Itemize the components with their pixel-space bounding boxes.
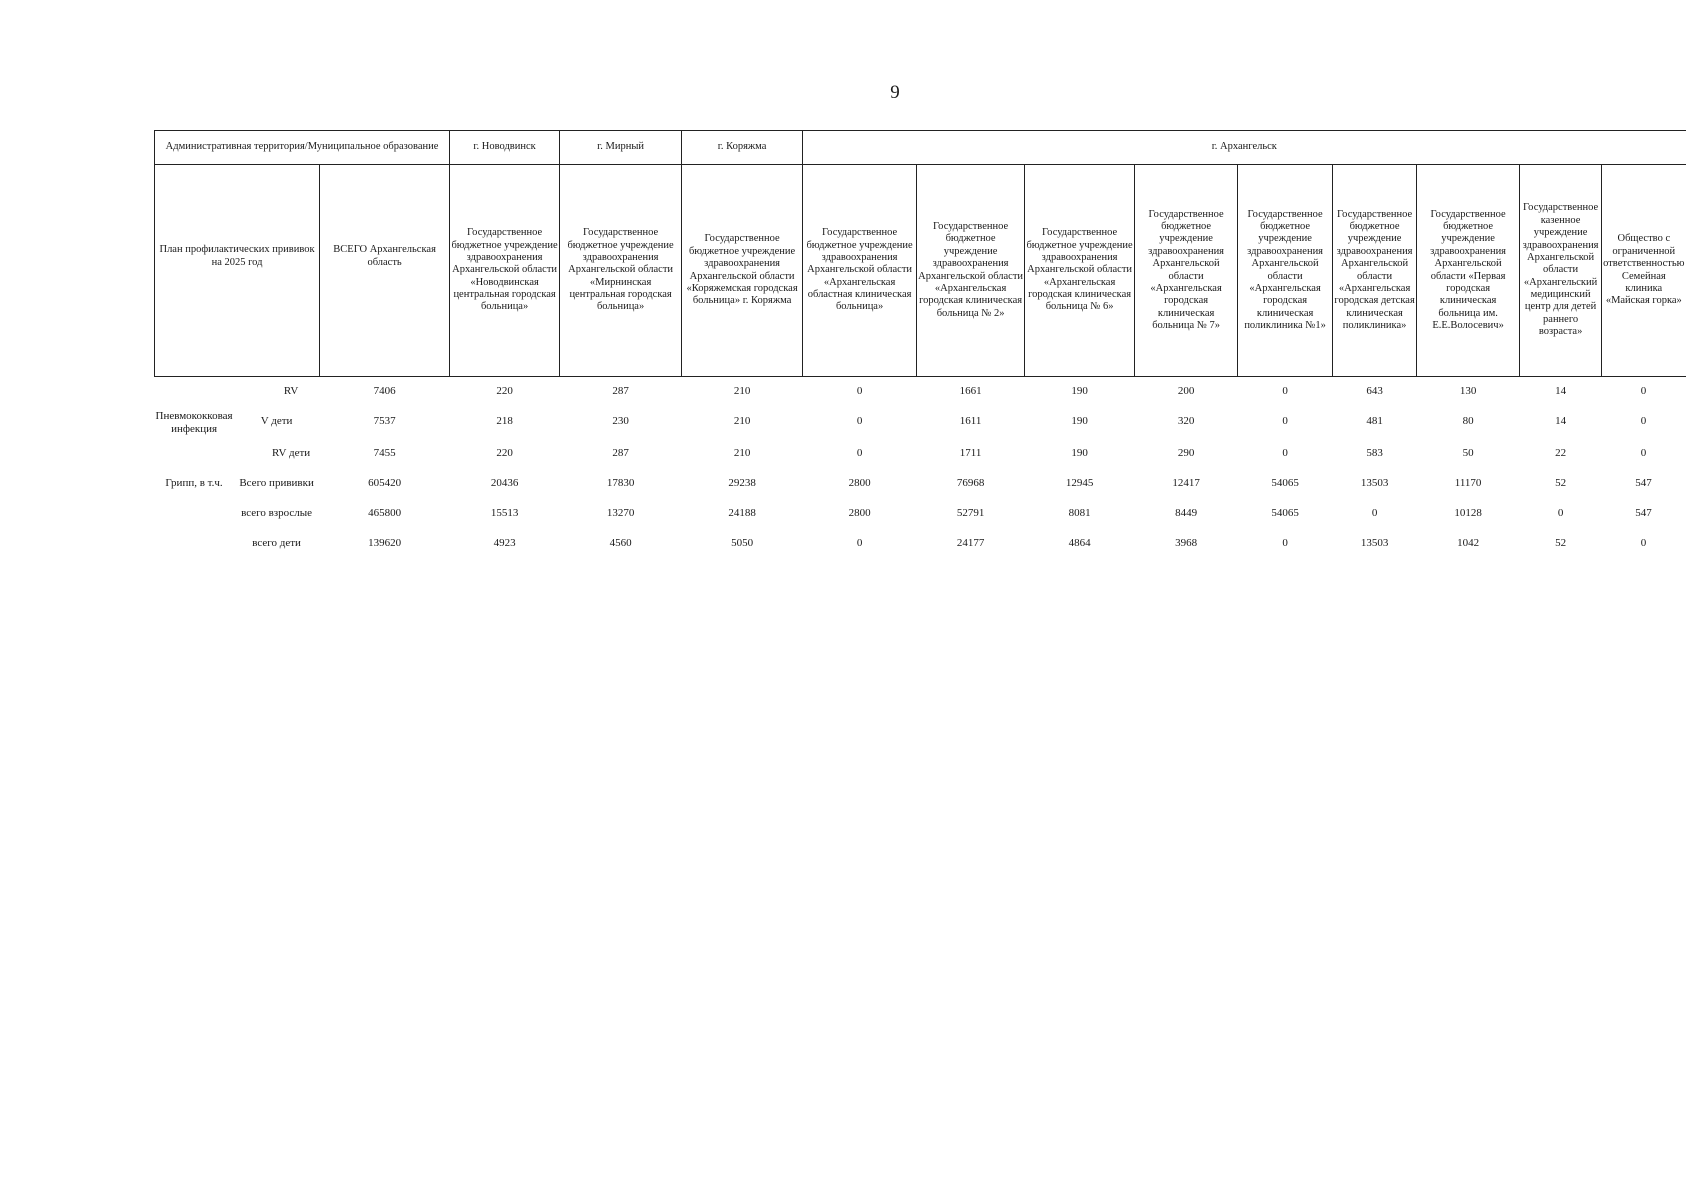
table-row (155, 377, 1686, 406)
group-label-pneumococcal: Пневмококковая инфекция (155, 410, 233, 435)
cell-value: 52 (1555, 476, 1567, 489)
institution-header: Государственное бюджетное учреждение здравоохранения Архангельской области «Первая городская клиническая больница им. Е.Е.Волосевич» (1417, 165, 1520, 377)
cell-value: 200 (1177, 384, 1195, 397)
institution-header: Государственное бюджетное учреждение здравоохранения Архангельской области «Новодвинская центральная городская больница» (450, 165, 560, 377)
group-label-spacer (155, 497, 234, 529)
cell-value: 13270 (606, 506, 635, 519)
cell-value: 218 (496, 414, 513, 427)
cell-value: 0 (1557, 506, 1564, 519)
cell-value: 80 (1462, 414, 1474, 427)
table-row (155, 405, 1686, 437)
row-label: RV (283, 384, 299, 397)
cell-value: 220 (496, 384, 513, 397)
row-label: всего взрослые (241, 506, 313, 519)
cell-value: 20436 (490, 476, 519, 489)
cell-value: 1611 (959, 414, 982, 427)
cell-value: 54065 (1271, 476, 1299, 489)
row-label: V дети (260, 414, 293, 427)
cell-value: 13503 (1360, 476, 1389, 489)
institution-header: Государственное бюджетное учреждение здравоохранения Архангельской области «Архангельская городская клиническая поликлиника №1» (1238, 165, 1333, 377)
cell-value: 3968 (1175, 536, 1198, 549)
cell-value: 13503 (1360, 536, 1389, 549)
table-row (155, 529, 1686, 557)
cell-value: 1661 (959, 384, 982, 397)
table-row (155, 497, 1686, 529)
cell-value: 320 (1177, 414, 1195, 427)
cell-value: 29238 (728, 476, 756, 489)
cell-value: 465800 (368, 506, 402, 519)
cell-value: 139620 (368, 536, 402, 549)
cell-value: 52 (1555, 536, 1567, 549)
cell-value: 643 (1366, 384, 1383, 397)
institution-header: Государственное бюджетное учреждение здравоохранения Архангельской области «Мирнинская центральная городская больница» (560, 165, 682, 377)
city-header-arkhangelsk: г. Архангельск (803, 131, 1686, 165)
group-label-influenza: Грипп, в т.ч. (165, 476, 223, 489)
cell-value: 8449 (1175, 506, 1198, 519)
cell-value: 10128 (1454, 506, 1482, 519)
cell-value: 0 (1282, 384, 1288, 397)
city-header-koryazhma: г. Коряжма (682, 131, 803, 165)
cell-value: 1042 (1457, 536, 1480, 549)
institution-header: Государственное бюджетное учреждение здравоохранения Архангельской области «Архангельская городская клиническая больница № 2» (917, 165, 1025, 377)
row-label: RV дети (272, 446, 311, 459)
cell-value: 15513 (490, 506, 519, 519)
cell-value: 0 (856, 384, 863, 397)
cell-value: 0 (1282, 536, 1288, 549)
cell-value: 190 (1071, 384, 1088, 397)
cell-value: 0 (1640, 384, 1647, 397)
cell-value: 290 (1177, 446, 1195, 459)
cell-value: 14 (1555, 384, 1567, 397)
cell-value: 2800 (848, 476, 871, 489)
cell-value: 0 (1371, 506, 1378, 519)
group-label-spacer (155, 529, 234, 557)
cell-value: 8081 (1068, 506, 1091, 519)
admin-territory-header: Административная территория/Муниципальное образование (155, 131, 450, 165)
vaccination-plan-table (154, 130, 1686, 557)
cell-value: 0 (1640, 446, 1647, 459)
cell-value: 547 (1635, 476, 1652, 489)
cell-value: 0 (856, 536, 863, 549)
cell-value: 220 (496, 446, 513, 459)
cell-value: 22 (1555, 446, 1567, 459)
cell-value: 14 (1555, 414, 1567, 427)
cell-value: 547 (1635, 506, 1652, 519)
cell-value: 4923 (493, 536, 516, 549)
cell-value: 24177 (956, 536, 985, 549)
cell-value: 2800 (848, 506, 871, 519)
cell-value: 481 (1366, 414, 1383, 427)
cell-value: 0 (1640, 414, 1647, 427)
cell-value: 24188 (728, 506, 756, 519)
table-row (155, 437, 1686, 469)
institution-header: Общество с ограниченной ответственностью Семейная клиника «Майская горка» (1602, 165, 1686, 377)
city-header-mirny: г. Мирный (560, 131, 682, 165)
cell-value: 7406 (373, 384, 396, 397)
row-label: Всего прививки (239, 476, 314, 489)
institution-header: Государственное бюджетное учреждение здравоохранения Архангельской области «Архангельская городская клиническая больница № 7» (1135, 165, 1238, 377)
cell-value: 50 (1462, 446, 1474, 459)
cell-value: 583 (1366, 446, 1383, 459)
cell-value: 11170 (1454, 476, 1482, 489)
institution-header: Государственное бюджетное учреждение здравоохранения Архангельской области «Архангельская областная клиническая больница» (803, 165, 917, 377)
cell-value: 210 (733, 384, 751, 397)
header-row-cities (155, 131, 1686, 165)
cell-value: 190 (1071, 446, 1088, 459)
cell-value: 230 (612, 414, 629, 427)
cell-value: 0 (856, 446, 863, 459)
cell-value: 12945 (1065, 476, 1094, 489)
cell-value: 130 (1459, 384, 1477, 397)
cell-value: 76968 (956, 476, 985, 489)
city-header-novodvinsk: г. Новодвинск (450, 131, 560, 165)
institution-header: Государственное бюджетное учреждение здравоохранения Архангельской области «Архангельская городская клиническая больница № 6» (1025, 165, 1135, 377)
cell-value: 7455 (373, 446, 396, 459)
total-header: ВСЕГО Архангельская область (320, 165, 450, 377)
cell-value: 0 (1282, 414, 1288, 427)
cell-value: 4560 (609, 536, 632, 549)
plan-header: План профилактических прививок на 2025 год (155, 165, 320, 377)
row-label: всего дети (252, 536, 301, 549)
institution-header: Государственное бюджетное учреждение здравоохранения Архангельской области «Коряжемская городская больница» г. Коряжма (682, 165, 803, 377)
institution-header: Государственное бюджетное учреждение здравоохранения Архангельской области «Архангельская городская детская клиническая поликлиника» (1333, 165, 1417, 377)
cell-value: 210 (733, 446, 751, 459)
cell-value: 210 (733, 414, 751, 427)
cell-value: 52791 (956, 506, 985, 519)
cell-value: 12417 (1172, 476, 1200, 489)
cell-value: 4864 (1068, 536, 1091, 549)
institution-header: Государственное казенное учреждение здравоохранения Архангельской области «Архангельский медицинский центр для детей раннего возраста» (1520, 165, 1602, 377)
cell-value: 7537 (373, 414, 396, 427)
cell-value: 190 (1071, 414, 1088, 427)
cell-value: 287 (612, 446, 629, 459)
cell-value: 1711 (959, 446, 982, 459)
page-number: 9 (890, 82, 900, 103)
cell-value: 0 (1640, 536, 1647, 549)
table-row (155, 469, 1686, 497)
cell-value: 54065 (1271, 506, 1299, 519)
cell-value: 5050 (731, 536, 754, 549)
cell-value: 605420 (368, 476, 402, 489)
cell-value: 17830 (606, 476, 635, 489)
cell-value: 0 (856, 414, 863, 427)
cell-value: 287 (612, 384, 629, 397)
cell-value: 0 (1282, 446, 1288, 459)
header-row-institutions (155, 165, 1686, 377)
